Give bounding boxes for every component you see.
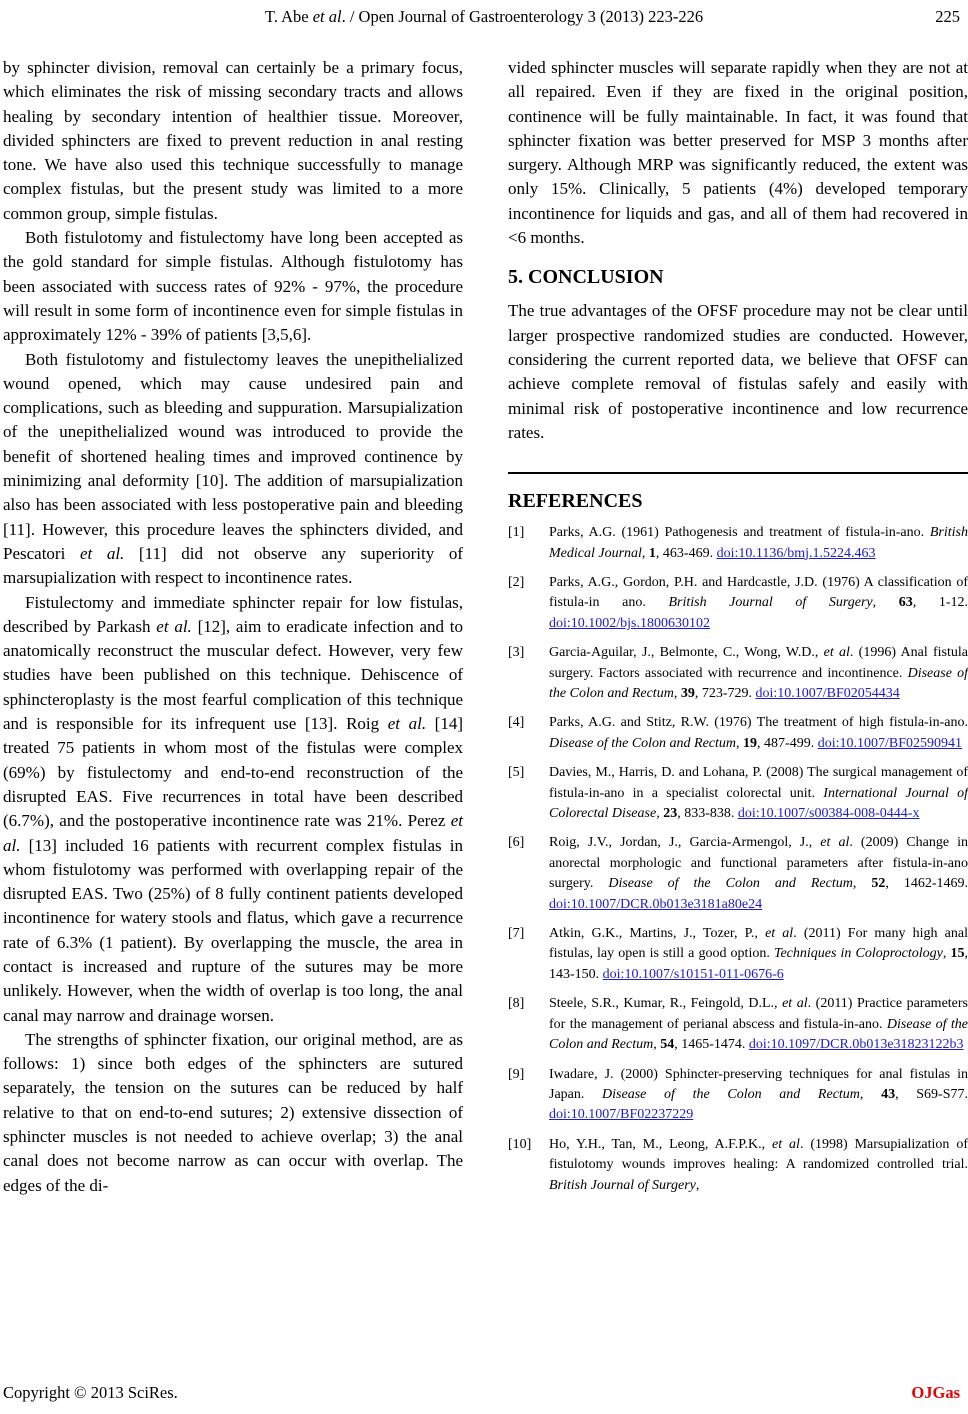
reference-text	[549, 575, 968, 631]
two-column-body	[3, 56, 968, 1205]
reference-number: [4]	[508, 715, 525, 731]
text-segment: 39	[680, 686, 695, 701]
doi-link[interactable]: doi:10.1002/bjs.1800630102	[549, 615, 711, 631]
reference-text	[549, 926, 968, 982]
text-segment: Disease of the Colon and Rectum	[549, 665, 968, 701]
paragraph	[3, 591, 463, 1028]
reference-item	[508, 833, 968, 915]
reference-item	[508, 1135, 968, 1196]
page-number: 225	[935, 7, 960, 26]
doi-link[interactable]: doi:10.1007/DCR.0b013e3181a80e24	[549, 896, 763, 912]
reference-text	[549, 1067, 968, 1123]
reference-item	[508, 763, 968, 824]
references-divider	[508, 472, 968, 474]
text-segment: , 1462-1469.	[885, 876, 968, 892]
text-segment: . (2009) Change in anorectal morphologic and functional parameters after fistula-in-ano surgery.	[549, 835, 968, 892]
reference-item	[508, 713, 968, 754]
reference-number: [10]	[508, 1136, 532, 1152]
right-column	[508, 56, 968, 1205]
text-segment: et al	[312, 7, 342, 26]
text-segment: Steele, S.R., Kumar, R., Feingold, D.L.,	[549, 996, 783, 1012]
text-segment: Garcia-Aguilar, J., Belmonte, C., Wong, W.D.,	[549, 645, 824, 661]
doi-link[interactable]: doi:10.1007/BF02590941	[817, 735, 962, 751]
text-segment: British Journal of Surgery	[668, 595, 873, 611]
text-segment: et al	[820, 835, 850, 851]
text-segment: Parks, A.G. (1961) Pathogenesis and treatment of fistula-in-ano.	[549, 525, 930, 541]
text-segment: ,	[942, 946, 951, 962]
text-segment: Iwadare, J. (2000) Sphincter-preserving techniques for anal fistulas in Japan.	[549, 1066, 968, 1102]
text-segment: et al	[772, 1136, 800, 1152]
text-segment: 63	[898, 595, 913, 611]
text-segment: , 1465-1474.	[674, 1037, 749, 1053]
paragraph	[3, 226, 463, 347]
text-segment: Davies, M., Harris, D. and Lohana, P. (2008) The surgical management of fistula-in-ano in a specialist colorectal unit.	[549, 765, 968, 801]
text-segment: Disease of the Colon and Rectum	[608, 876, 853, 892]
reference-number: [8]	[508, 996, 525, 1012]
text-segment: British Journal of Surgery	[549, 1177, 696, 1193]
text-segment: The true advantages of the OFSF procedure may not be clear until larger prospective randomized studies are conducted. However, considering the current reported data, we believe that OFSF can achieve complete removal of fistulas safely and easily with minimal risk of postoperative incontinence and low recurrence rates.	[508, 301, 968, 442]
text-segment: , 143-150.	[549, 946, 968, 982]
reference-item	[508, 643, 968, 704]
text-segment: et al	[782, 996, 808, 1012]
reference-number: [7]	[508, 926, 525, 942]
reference-number: [6]	[508, 835, 525, 851]
reference-text	[549, 715, 968, 750]
reference-number: [5]	[508, 765, 525, 781]
text-segment: [12], aim to eradicate infection and to anatomically reconstruct the muscular defect. However, very few studies have been published on this technique. Dehiscence of sphincteroplasty is the most fearful complication of this technique and is responsible for its infrequent use [13]. Roig	[3, 616, 463, 734]
text-segment: . (2011) Practice parameters for the management of perianal abscess and fistula-in-ano.	[549, 996, 968, 1032]
reference-number: [2]	[508, 574, 525, 590]
conclusion-paragraph	[508, 299, 968, 445]
text-segment: , 833-838.	[677, 806, 738, 822]
left-column	[3, 56, 463, 1205]
text-segment: . (1998) Marsupialization of fistulotomy wounds improves healing: A randomized controlled trial.	[549, 1136, 968, 1173]
page-footer	[3, 1382, 960, 1404]
reference-text	[549, 525, 968, 560]
text-segment: , 463-469.	[655, 545, 717, 561]
text-segment: ,	[859, 1086, 882, 1102]
reference-item	[508, 1065, 968, 1126]
text-segment: et al.	[79, 543, 125, 563]
paragraph	[3, 348, 463, 591]
text-segment: 1	[648, 545, 656, 561]
text-segment: ,	[736, 735, 744, 751]
text-segment: Disease of the Colon and Rectum	[602, 1086, 860, 1102]
text-segment: ,	[872, 595, 899, 611]
text-segment: ,	[673, 686, 681, 701]
running-title	[265, 7, 703, 26]
doi-link[interactable]: doi:10.1136/bmj.1.5224.463	[716, 545, 876, 561]
copyright-notice: Copyright © 2013 SciRes.	[3, 1383, 178, 1402]
text-segment: T. Abe	[264, 7, 313, 26]
reference-item	[508, 994, 968, 1055]
text-segment: ,	[852, 876, 872, 892]
reference-number: [9]	[508, 1066, 525, 1082]
text-segment: ,	[656, 806, 664, 822]
text-segment: 54	[660, 1037, 675, 1053]
doi-link[interactable]: doi:10.1007/BF02237229	[549, 1107, 694, 1123]
paragraph	[3, 1028, 463, 1198]
text-segment: , 487-499.	[757, 735, 818, 751]
text-segment: 23	[663, 806, 678, 822]
doi-link[interactable]: doi:10.1007/s10151-011-0676-6	[602, 966, 784, 982]
text-segment: by sphincter division, removal can certainly be a primary focus, which eliminates the risk of missing secondary tracts and allows healing by secondary intention of healthier tissue. Moreover, divided sphincters are fixed to prevent reduction in anal resting tone. We have also used this technique successfully to manage complex fistulas, but the present study was limited to a more common group, simple fistulas.	[3, 58, 463, 223]
text-segment: [13] included 16 patients with recurrent complex fistulas in whom fistulotomy was performed with overlapping repair of the disrupted EAS. Two (25%) of 8 fully continent patients developed incontinence for watery stools and flatus, which gave a recurrence rate of 6.3% (1 patient). By overlapping the muscle, the area in contact is increased and rupture of the sutures may be more unlikely. However, when the width of overlap is too long, the anal canal may narrow and drainage worsen.	[3, 835, 463, 1025]
text-segment: et al.	[3, 811, 463, 855]
references-list	[508, 523, 968, 1196]
text-segment: Techniques in Coloproctology	[773, 946, 943, 962]
text-segment: The strengths of sphincter fixation, our original method, are as follows: 1) since both edges of the sphincters are sutured separately, the tension on the sutures can be reduced by half relative to that on end-to-end sutures; 2) extensive dissection of sphincter muscles is not needed to achieve overlap; 3) the anal canal does not become narrow as can occur with overlap. The edges of the di-	[3, 1029, 463, 1195]
text-segment: et al	[765, 926, 794, 942]
text-segment: et al.	[387, 714, 427, 734]
text-segment: Roig, J.V., Jordan, J., Garcia-Armengol, J.,	[549, 835, 821, 851]
reference-number: [1]	[508, 525, 525, 541]
text-segment: 52	[871, 876, 886, 892]
text-segment: 15	[950, 946, 965, 962]
text-segment: Fistulectomy and immediate sphincter repair for low fistulas, described by Parkash	[3, 592, 463, 636]
text-segment: 43	[881, 1086, 896, 1102]
text-segment: Parks, A.G. and Stitz, R.W. (1976) The treatment of high fistula-in-ano.	[549, 715, 968, 731]
text-segment: Both fistulotomy and fistulectomy leaves the unepithelialized wound opened, which may cause undesired pain and complications, such as bleeding and suppuration. Marsupialization of the unepithelialized wound was introduced to provide the benefit of shortened healing times and improved continence by minimizing anal deformity [10]. The addition of marsupialization also has been associated with less postoperative pain and bleeding [11]. However, this procedure leaves the sphincters divided, and Pescatori	[3, 349, 463, 563]
doi-link[interactable]: doi:10.1007/BF02054434	[755, 686, 900, 701]
conclusion-heading: 5. CONCLUSION	[508, 266, 664, 289]
text-segment: . (1996) Anal fistula surgery. Factors associated with recurrence and incontinence.	[549, 645, 968, 681]
reference-item	[508, 924, 968, 985]
reference-item	[508, 573, 968, 634]
reference-text	[549, 835, 968, 911]
text-segment: Disease of the Colon and Rectum	[549, 1016, 968, 1053]
text-segment: International Journal of Colorectal Disease	[549, 785, 968, 822]
text-segment: British Medical Journal	[549, 525, 968, 561]
reference-text	[549, 765, 968, 821]
text-segment: Disease of the Colon and Rectum	[549, 735, 737, 751]
reference-text	[549, 996, 968, 1052]
text-segment: , S69-S77.	[895, 1086, 968, 1102]
doi-link[interactable]: doi:10.1097/DCR.0b013e31823122b3	[748, 1037, 964, 1053]
reference-text	[549, 645, 968, 701]
text-segment: ,	[653, 1037, 661, 1053]
reference-number: [3]	[508, 645, 525, 661]
text-segment: ,	[695, 1177, 700, 1193]
text-segment: 19	[743, 735, 758, 751]
references-heading: REFERENCES	[508, 490, 643, 513]
text-segment: ,	[641, 545, 649, 561]
journal-code: OJGas	[911, 1383, 960, 1402]
text-segment: Atkin, G.K., Martins, J., Tozer, P.,	[549, 926, 766, 942]
text-segment: Both fistulotomy and fistulectomy have long been accepted as the gold standard for simple fistulas. Although fistulotomy has been associated with success rates of 92% - 97%, the procedure will result in some form of incontinence even for simple fistulas in approximately 12% - 39% of patients [3,5,6].	[3, 228, 463, 345]
reference-text	[549, 1137, 968, 1193]
page-header	[0, 6, 968, 28]
text-segment: , 1-12.	[912, 595, 968, 611]
text-segment: . / Open Journal of Gastroenterology 3 (2013) 223-226	[341, 7, 704, 26]
text-segment: [14] treated 75 patients in whom most of the fistulas were complex (69%) by fistulectomy and end-to-end reconstruction of the disrupted EAS. Five recurrences in total have been described (6.7%), and the postoperative incontinence rate was 21%. Perez	[3, 714, 463, 831]
text-segment: . (2011) For many high anal fistulas, lay open is still a good option.	[549, 926, 968, 962]
text-segment: Ho, Y.H., Tan, M., Leong, A.F.P.K.,	[549, 1136, 773, 1152]
text-segment: [11] did not observe any superiority of marsupialization with respect to incontinence rates.	[3, 543, 463, 588]
lead-paragraph	[508, 56, 968, 250]
text-segment: vided sphincter muscles will separate rapidly when they are not at all repaired. Even if they are fixed in the original position, continence will be fully maintainable. In fact, it was found that sphincter fixation was better preserved for MSP 3 months after surgery. Although MRP was significantly reduced, the extent was only 15%. Clinically, 5 patients (4%) developed temporary incontinence for liquids and gas, and all of them had recovered in <6 months.	[508, 58, 968, 248]
doi-link[interactable]: doi:10.1007/s00384-008-0444-x	[737, 806, 920, 822]
reference-item	[508, 523, 968, 564]
text-segment: , 723-729.	[694, 686, 756, 701]
paragraph	[3, 56, 463, 226]
text-segment: et al.	[156, 616, 192, 636]
text-segment: Parks, A.G., Gordon, P.H. and Hardcastle, J.D. (1976) A classification of fistula-in ano.	[549, 574, 968, 611]
text-segment: et al	[823, 645, 850, 661]
